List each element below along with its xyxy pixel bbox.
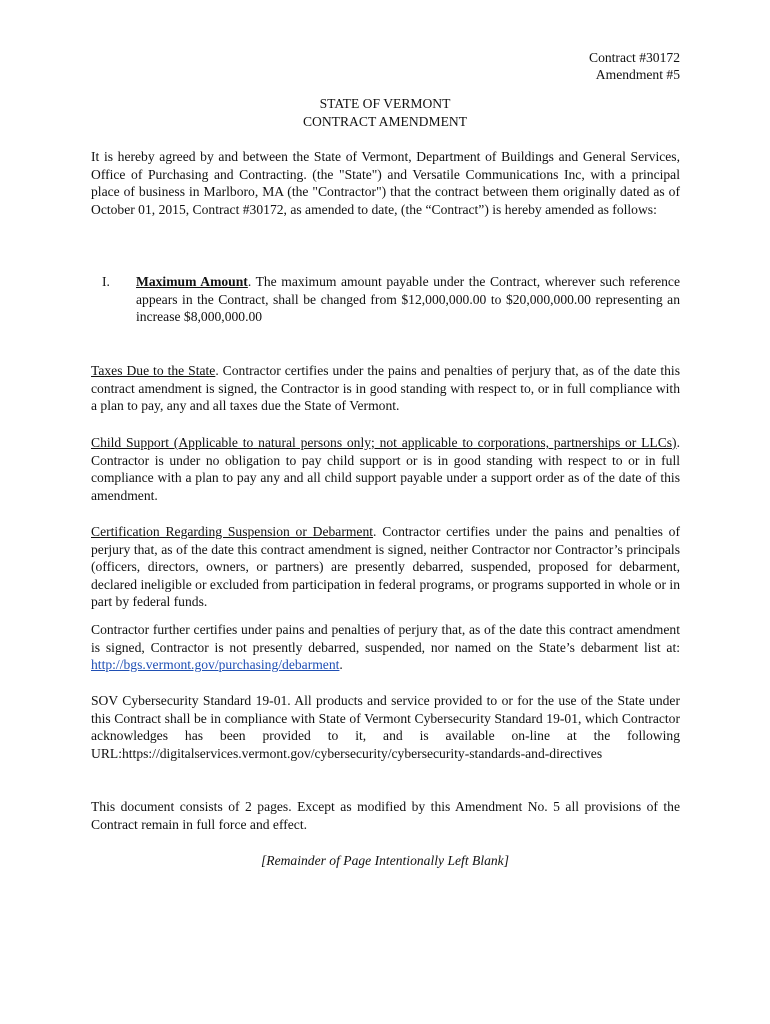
remainder-note: [Remainder of Page Intentionally Left Blank] (260, 853, 510, 868)
maximum-amount-item (91, 273, 680, 326)
cybersecurity-paragraph: SOV Cybersecurity Standard 19-01. All products and service provided to or for the use of the State under this Contract shall be in compliance with State of Vermont Cybersecurity Standard 19-01, which Contractor acknowledges has been provided to it, and is available on-line at the following URL:https://digitalservices.vermont.gov/cybersecurity/cybersecurity-standards-and-directives (91, 693, 680, 761)
contract-number: Contract #30172 (589, 50, 680, 65)
title-line-1: STATE OF VERMONT (319, 96, 451, 111)
document-title (0, 95, 770, 131)
debarment-paragraph (91, 523, 680, 611)
further-certification-paragraph (91, 621, 680, 674)
taxes-heading: Taxes Due to the State (91, 363, 216, 378)
child-support-text: . Contractor is under no obligation to pay child support or is in good standing with respect to or in full compliance with a plan to pay any and all child support payable under a support order as of the date of this amendment. (91, 435, 680, 503)
further-text: Contractor further certifies under pains and penalties of perjury that, as of the date this contract amendment is signed, Contractor is not presently debarred, suspended, nor named on the State’s debarment list at: (91, 622, 680, 655)
debarment-text: . Contractor certifies under the pains and penalties of perjury that, as of the date this contract amendment is signed, neither Contractor nor Contractor’s principals (officers, directors, owners, or partners) are presently debarred, suspended, proposed for debarment, declared ineligible or excluded from participation in federal programs, or programs supported in whole or in part by federal funds. (91, 524, 680, 610)
taxes-text: . Contractor certifies under the pains and penalties of perjury that, as of the date this contract amendment is signed, the Contractor is in good standing with respect to, or in full compliance with a plan to pay, any and all taxes due the State of Vermont. (91, 363, 680, 414)
taxes-paragraph (91, 362, 680, 415)
further-tail: . (339, 657, 343, 673)
amendment-number: Amendment #5 (595, 67, 680, 82)
maximum-amount-heading: Maximum Amount (136, 274, 248, 289)
item-number: I. (102, 274, 110, 289)
debarment-list-link[interactable]: http://bgs.vermont.gov/purchasing/debarment (91, 657, 340, 673)
child-support-paragraph (91, 434, 680, 504)
maximum-amount-body (136, 273, 680, 326)
intro-paragraph: It is hereby agreed by and between the State of Vermont, Department of Buildings and General Services, Office of Purchasing and Contracting. (the "State") and Versatile Communications Inc, with a principal place of business in Marlboro, MA (the "Contractor") that the contract between them originally dated as of October 01, 2015, Contract #30172, as amended to date, (the “Contract”) is hereby amended as follows: (91, 149, 680, 217)
child-support-heading: Child Support (Applicable to natural persons only; not applicable to corporations, partnerships or LLCs) (91, 435, 677, 450)
document-consists-paragraph: This document consists of 2 pages. Except as modified by this Amendment No. 5 all provisions of the Contract remain in full force and effect. (91, 799, 680, 832)
debarment-heading: Certification Regarding Suspension or Debarment (91, 524, 374, 539)
maximum-amount-text: . The maximum amount payable under the Contract, wherever such reference appears in the Contract, shall be changed from $12,000,000.00 to $20,000,000.00 representing an increase $8,000,000.00 (136, 274, 680, 325)
contract-reference (589, 49, 680, 83)
title-line-2: CONTRACT AMENDMENT (302, 114, 467, 129)
